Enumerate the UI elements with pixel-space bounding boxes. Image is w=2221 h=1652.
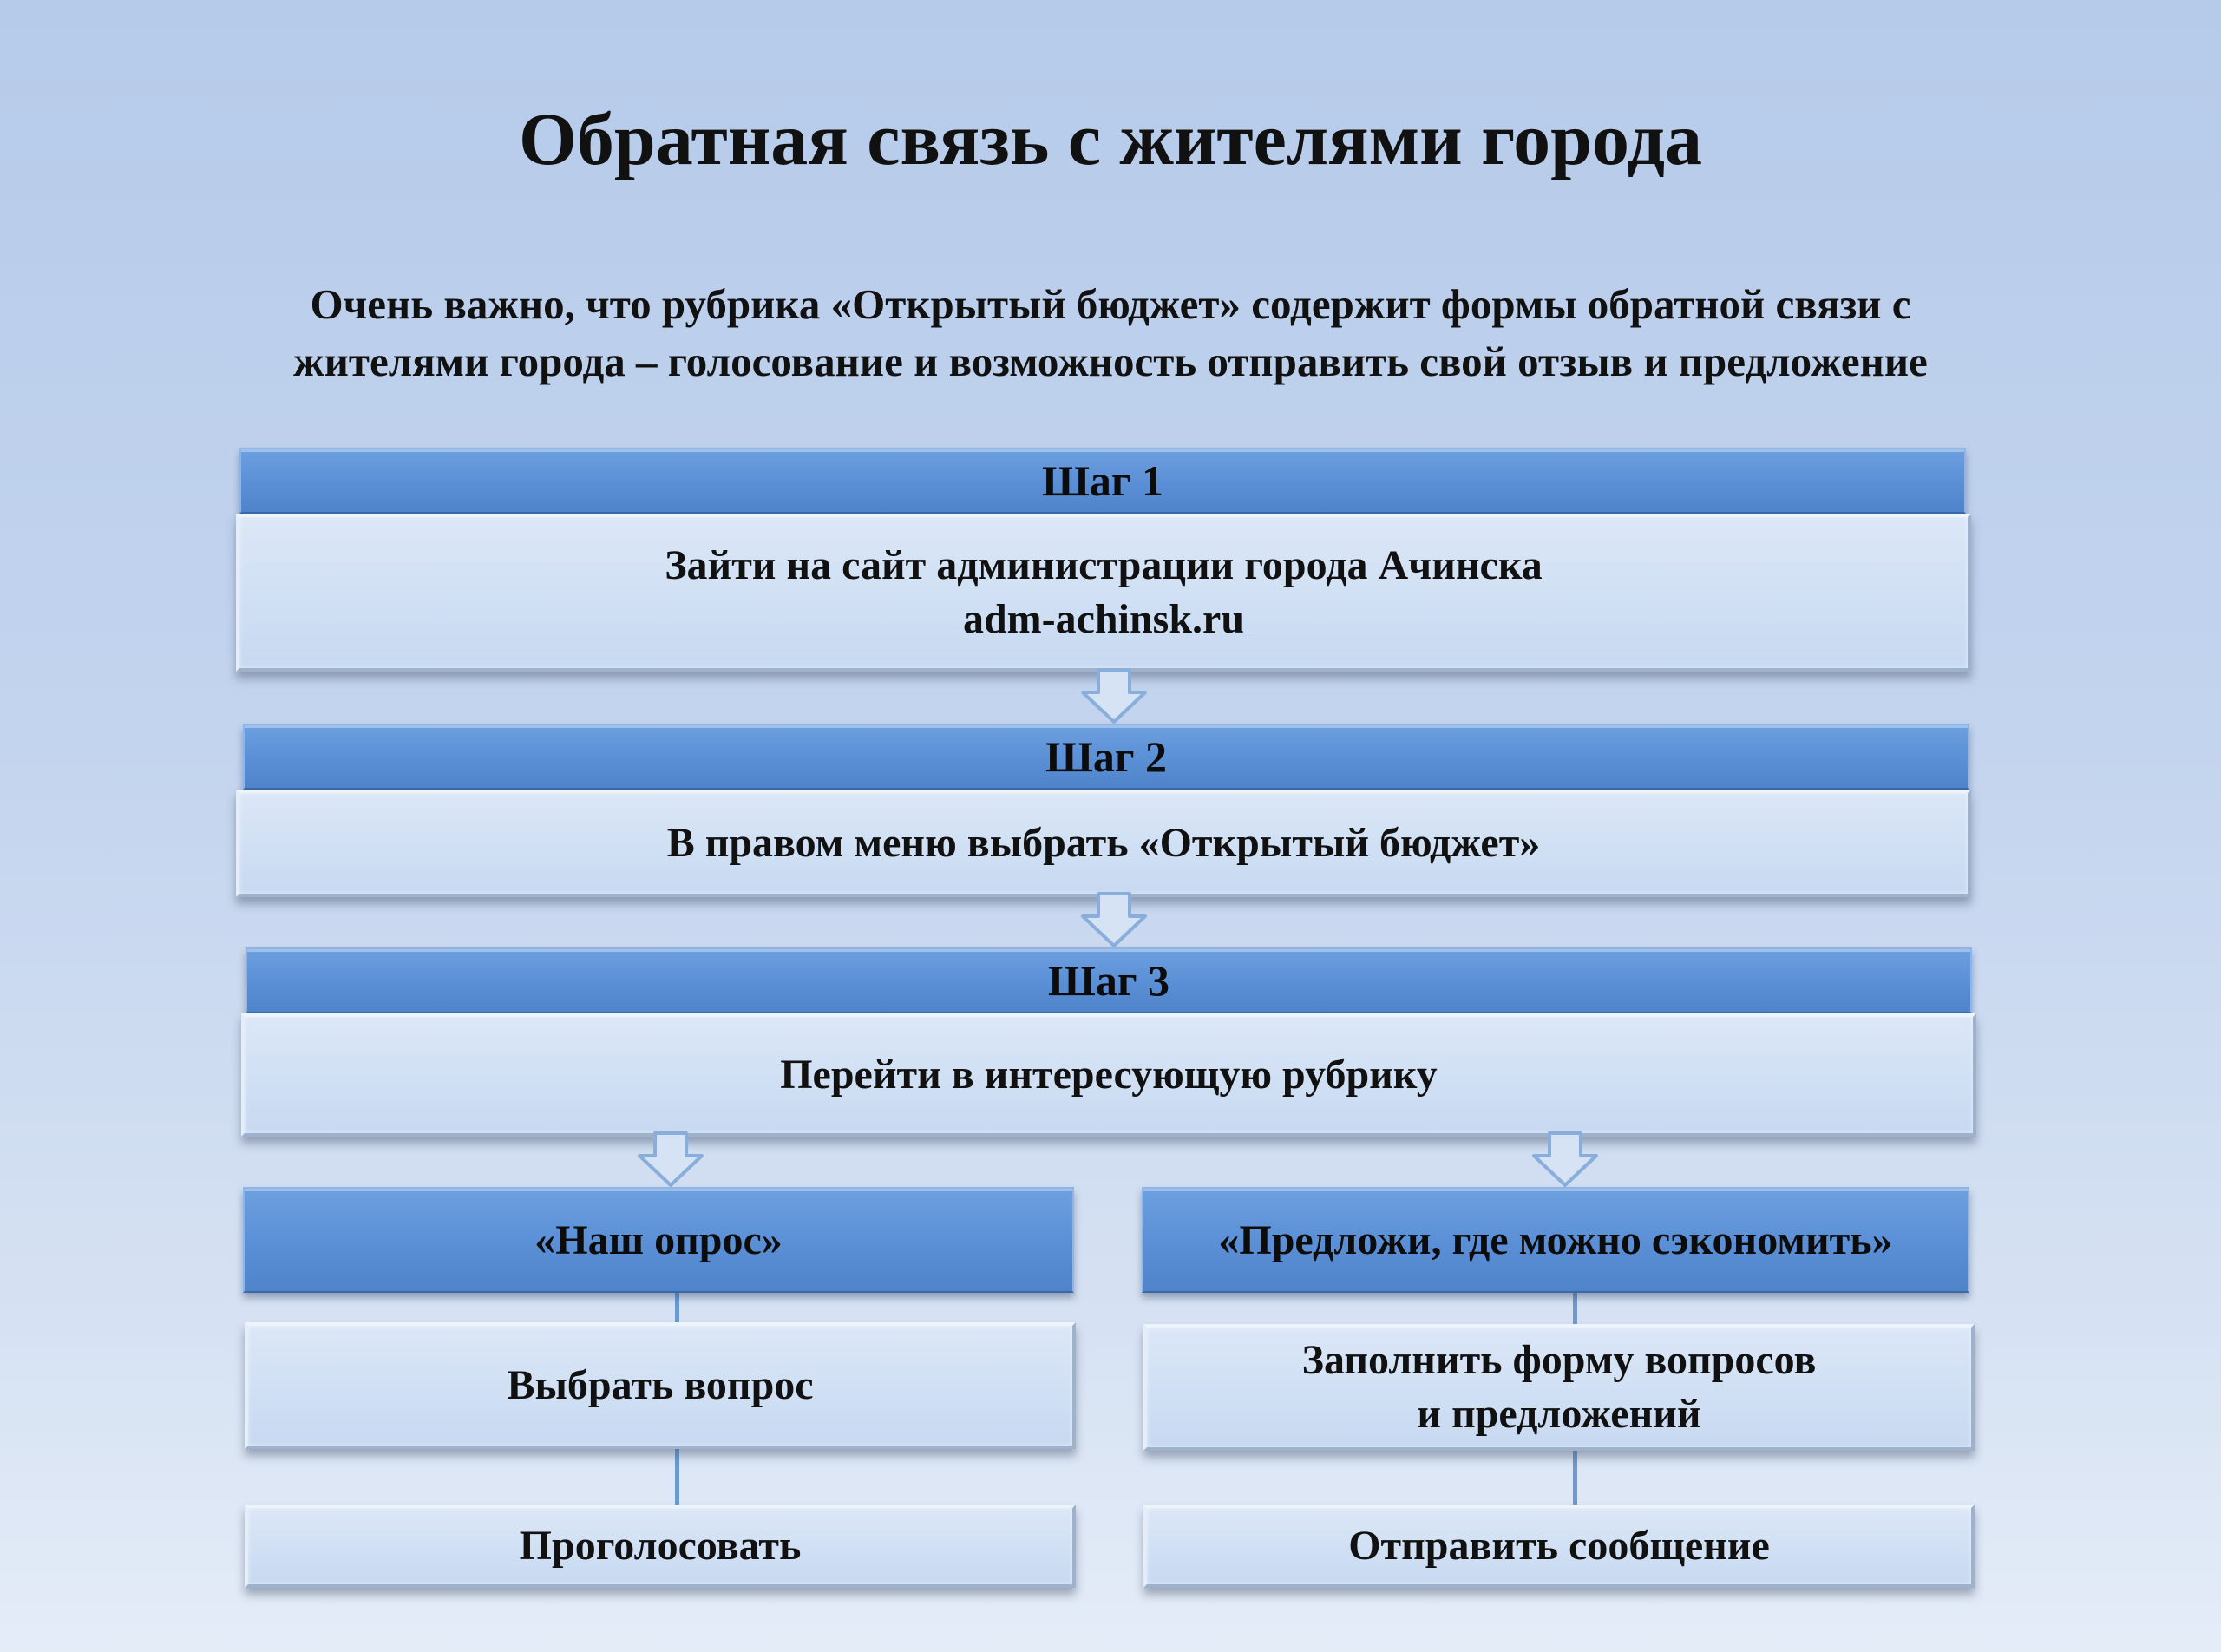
- left-branch-header: [243, 1187, 1074, 1293]
- left-branch-item-1: [245, 1322, 1076, 1449]
- intro-line-2: жителями города – голосование и возможность отправить свой отзыв и предложение: [293, 338, 1928, 385]
- step-3-header: [246, 947, 1972, 1013]
- arrow-down-icon: [1079, 668, 1149, 725]
- step-2-text: В правом меню выбрать «Открытый бюджет»: [666, 820, 1541, 866]
- right-branch-item-2-text: Отправить сообщение: [1348, 1523, 1770, 1569]
- step-2-header: [243, 724, 1969, 790]
- right-branch-header: [1142, 1187, 1969, 1293]
- arrow-down-icon: [1530, 1131, 1600, 1189]
- step-2-box: [236, 790, 1971, 897]
- right-branch-item-1-line-1: Заполнить форму вопросов: [1301, 1337, 1817, 1383]
- arrow-down-icon: [1079, 892, 1149, 949]
- arrow-down-icon: [636, 1131, 705, 1189]
- intro-line-1: Очень важно, что рубрика «Открытый бюджет» содержит формы обратной связи с: [310, 280, 1911, 328]
- left-branch-item-1-text: Выбрать вопрос: [507, 1362, 814, 1408]
- right-branch-item-1-line-2: и предложений: [1417, 1391, 1701, 1437]
- page-title: Обратная связь с жителями города: [518, 97, 1703, 180]
- step-3-box: [241, 1013, 1976, 1137]
- right-branch-item-2: [1143, 1504, 1975, 1588]
- right-branch-header-label: «Предложи, где можно сэкономить»: [1218, 1216, 1893, 1263]
- left-branch-header-label: «Наш опрос»: [534, 1216, 783, 1263]
- step-1-text: Зайти на сайт администрации города Ачинска: [665, 542, 1543, 588]
- step-1-header-label: Шаг 1: [1041, 456, 1164, 505]
- step-3-header-label: Шаг 3: [1047, 956, 1170, 1005]
- step-3-text: Перейти в интересующую рубрику: [780, 1052, 1438, 1098]
- right-branch-item-1: [1143, 1324, 1975, 1451]
- left-branch-item-2-text: Проголосовать: [519, 1523, 802, 1569]
- left-branch-item-2: [245, 1504, 1076, 1588]
- step-1-header: [239, 448, 1966, 514]
- step-1-url: adm-achinsk.ru: [962, 596, 1245, 642]
- intro-text: [130, 276, 2091, 390]
- step-2-header-label: Шаг 2: [1045, 732, 1168, 781]
- step-1-box: [236, 514, 1971, 672]
